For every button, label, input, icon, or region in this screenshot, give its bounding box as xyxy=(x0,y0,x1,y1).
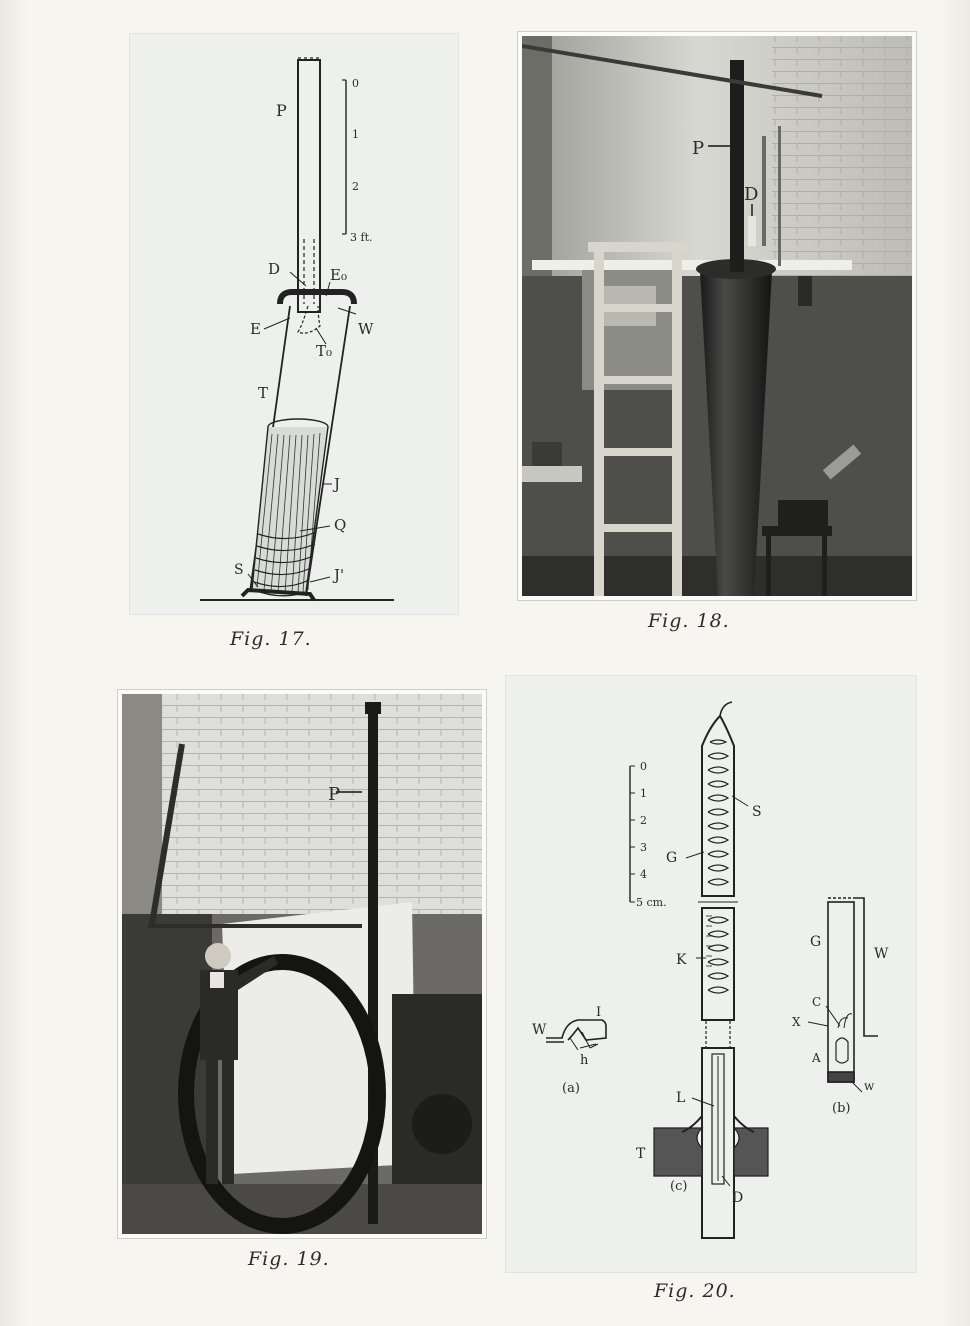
fig20-apparatus-diagram xyxy=(506,676,916,1272)
fig17-label-p: P xyxy=(276,101,287,120)
fig20-scale-tick: 0 xyxy=(640,760,647,773)
fig17-label-e0: E₀ xyxy=(330,266,347,284)
coil-j xyxy=(252,419,328,596)
fig17-scale-tick: 2 xyxy=(352,180,359,193)
fig19-label-p: P xyxy=(328,784,341,805)
fig20-label-g: G xyxy=(666,850,678,866)
fig20-label-b: (b) xyxy=(832,1101,851,1116)
fig20-label-w-b: W xyxy=(874,946,889,962)
fig18-lab-photo xyxy=(522,36,912,596)
fig20-scale-tick: 5 cm. xyxy=(636,896,667,909)
fig20-label-c: (c) xyxy=(670,1179,688,1194)
fig17-label-j-prime: J' xyxy=(334,566,345,584)
figure-18-photo xyxy=(518,32,916,600)
fig18-label-d: D xyxy=(744,184,759,205)
fig20-label-h: h xyxy=(580,1053,589,1068)
fig20-scale-tick: 3 xyxy=(640,841,647,854)
fig18-label-p: P xyxy=(692,138,705,159)
fig20-label-i: I xyxy=(596,1005,602,1020)
fig19-caption: Fig. 19. xyxy=(248,1248,330,1270)
fig17-apparatus-diagram xyxy=(130,34,458,614)
fig20-label-d: D xyxy=(732,1190,744,1206)
fig20-label-c-b: C xyxy=(812,995,822,1009)
fig20-label-t: T xyxy=(636,1146,646,1162)
fig20-label-a: (a) xyxy=(562,1081,580,1096)
spring-s xyxy=(708,740,728,885)
fig17-label-s: S xyxy=(234,562,244,578)
fig17-caption: Fig. 17. xyxy=(230,628,312,650)
detail-a xyxy=(546,1020,606,1050)
fig20-label-x: X xyxy=(792,1015,801,1029)
fig17-label-e: E xyxy=(250,320,261,338)
figure-17-drawing xyxy=(130,34,458,614)
fig17-label-t0: T₀ xyxy=(316,342,333,360)
fig20-label-g-b: G xyxy=(810,934,822,950)
figure-20-drawing xyxy=(506,676,916,1272)
fig17-scale-tick: 3 ft. xyxy=(350,231,373,244)
fig18-caption: Fig. 18. xyxy=(648,610,730,632)
fig17-scale-tick: 1 xyxy=(352,128,359,141)
figure-19-photo xyxy=(118,690,486,1238)
fig17-label-d: D xyxy=(268,260,281,278)
fig17-label-q: Q xyxy=(334,516,347,534)
fig17-label-t: T xyxy=(258,384,269,402)
fig20-label-w-a: W xyxy=(532,1022,547,1038)
fig20-label-l: L xyxy=(676,1090,686,1106)
fig20-caption: Fig. 20. xyxy=(654,1280,736,1302)
fig17-label-j: J xyxy=(334,475,341,493)
fig20-label-a-b: A xyxy=(812,1051,821,1065)
detail-b xyxy=(828,898,878,1082)
fig20-scale-tick: 4 xyxy=(640,868,647,881)
fig20-label-w-small: w xyxy=(864,1079,875,1093)
fig20-label-s: S xyxy=(752,804,762,820)
fig17-label-w: W xyxy=(358,320,374,338)
fig20-scale-tick: 2 xyxy=(640,814,647,827)
fig17-scale-tick: 0 xyxy=(352,77,359,90)
fig19-workshop-photo xyxy=(122,694,482,1234)
fig20-label-k: K xyxy=(676,952,687,968)
fig20-scale-tick: 1 xyxy=(640,787,647,800)
